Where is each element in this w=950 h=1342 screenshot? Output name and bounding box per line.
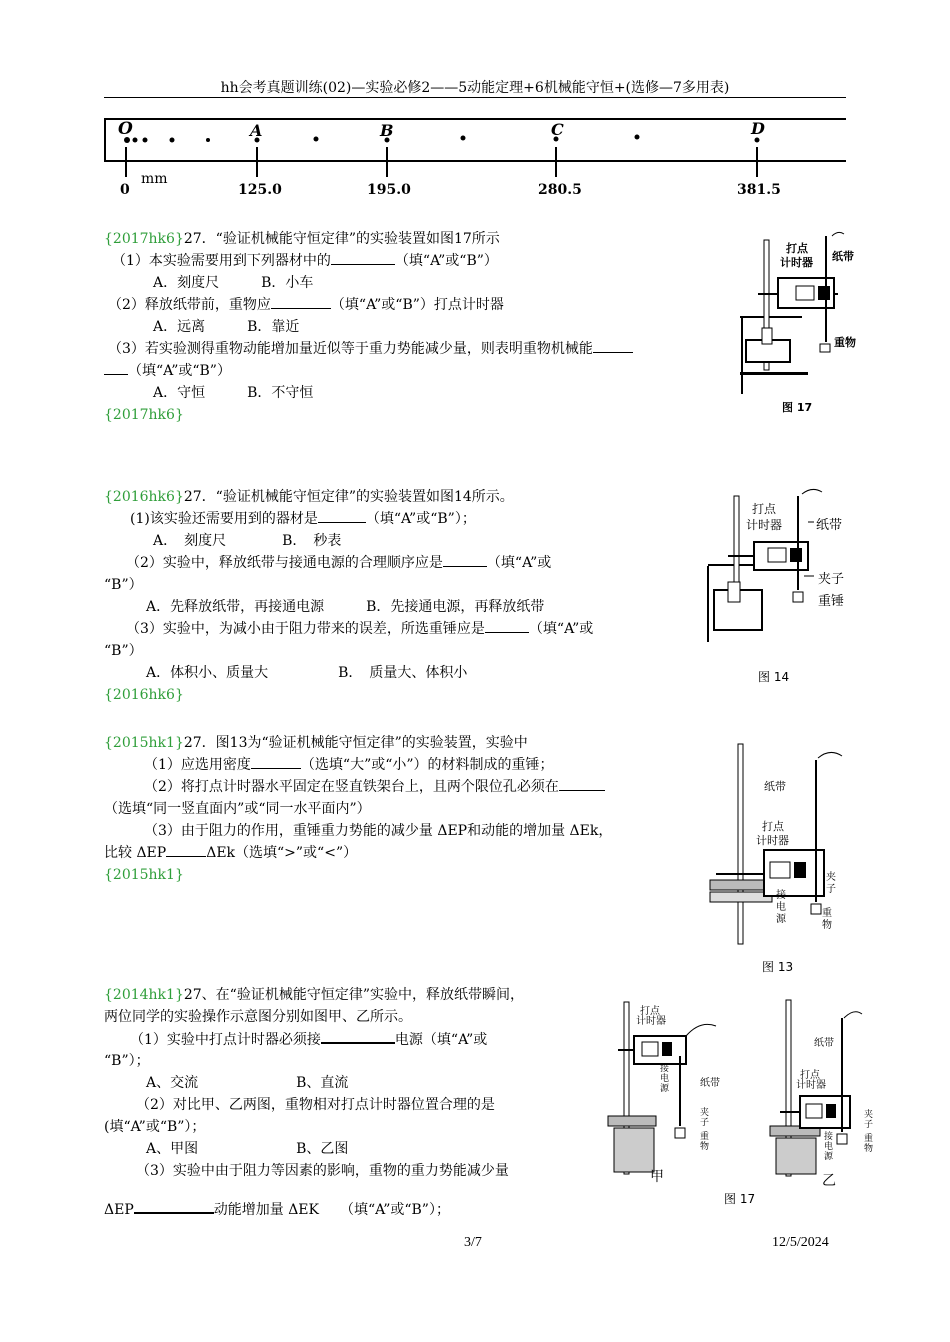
q2016-part3-tail: （填“A”或 (528, 621, 594, 637)
q2016-tag-end: {2016hk6} (104, 687, 184, 703)
page-header-title: hh会考真题训练(02)—实验必修2——5动能定理+6机械能守恒+(选修—7多用表) (220, 80, 730, 96)
q2016-part1-text: (1)该实验还需要用到的器材是 (130, 511, 318, 527)
tape-tick-C: 280.5 (538, 182, 582, 198)
q2015-part2 (144, 776, 605, 798)
answer-blank[interactable] (559, 776, 605, 791)
q2017-part3-options: A．守恒 B．不守恒 (153, 385, 314, 401)
q2014-part1-options: A、交流 B、直流 (146, 1075, 349, 1091)
q2016-part2 (126, 552, 551, 574)
tape-point-B: B (380, 121, 394, 140)
tape-point-C: C (551, 120, 564, 139)
fig13-label-weight: 重物 (822, 908, 832, 931)
fig17-caption: 图 17 (782, 401, 813, 414)
q2015-stem-line (104, 732, 528, 754)
fig17b-label-weight-yi: 重物 (864, 1134, 874, 1154)
q2016-part2b: “B”） (104, 577, 143, 593)
q2016-part1-tail: （填“A”或“B”）； (365, 511, 476, 527)
fig13-label-tape: 纸带 (764, 780, 786, 793)
q2014-part1-tail: 电源（填“A”或 (394, 1032, 488, 1048)
answer-blank[interactable] (104, 360, 128, 375)
answer-blank[interactable] (443, 552, 487, 567)
fig17b-label-tape-jia: 纸带 (700, 1078, 720, 1089)
answer-blank[interactable] (166, 842, 206, 857)
q2017-part1-text: （1）本实验需要用到下列器材中的 (112, 253, 331, 269)
answer-blank[interactable] (271, 294, 331, 309)
fig17-label-weight: 重物 (834, 336, 856, 349)
q2014-tag: {2014hk1} (104, 987, 184, 1003)
q2016-stem: 27．“验证机械能守恒定律”的实验装置如图14所示。 (183, 489, 514, 505)
tape-tick-0: 0 (120, 182, 130, 198)
q2015-part2-text: （2）将打点计时器水平固定在竖直铁架台上，且两个限位孔必须在 (144, 779, 559, 795)
fig17b-label-tape-yi: 纸带 (814, 1038, 834, 1049)
q2017-stem-line (104, 228, 500, 250)
fig17b-label-clip-yi: 夹子 (864, 1110, 874, 1130)
fig17b-label-timer2-yi: 计时器 (796, 1080, 826, 1091)
q2016-part3 (126, 618, 593, 640)
q2016-part1 (130, 508, 476, 530)
q2017-part3b-text: （填“A”或“B”） (128, 363, 231, 379)
q2017-part3b (104, 360, 231, 382)
q2015-part3b-text: 比较 ΔEP (104, 845, 167, 861)
q2014-part2-options: A、甲图 B、乙图 (146, 1141, 349, 1157)
fig13-label-timer2: 计时器 (756, 834, 789, 847)
answer-blank[interactable] (331, 250, 395, 265)
fig13-caption: 图 13 (762, 960, 794, 974)
fig17b-label-clip-jia: 夹子 (700, 1108, 710, 1128)
q2014-stem2: 两位同学的实验操作示意图分别如图甲、乙所示。 (104, 1009, 412, 1025)
answer-blank[interactable] (318, 508, 366, 523)
tape-tick-D: 381.5 (737, 182, 781, 198)
fig17b-label-weight-jia: 重物 (700, 1132, 710, 1152)
fig17b-label-power: 接电源 (660, 1064, 670, 1094)
fig17b-label-jia: 甲 (650, 1169, 664, 1185)
q2016-part2-options: A．先释放纸带，再接通电源 B．先接通电源，再释放纸带 (146, 599, 545, 615)
fig14-label-tape: 纸带 (816, 518, 843, 533)
q2016-part2-text: （2）实验中，释放纸带与接通电源的合理顺序应是 (126, 555, 443, 571)
fig17-label-tape: 纸带 (832, 250, 854, 263)
fig17-label-timer2: 计时器 (780, 256, 813, 269)
q2014-part2: （2）对比甲、乙两图，重物相对打点计时器位置合理的是 (136, 1097, 495, 1113)
q2014-part1b: “B”）； (104, 1053, 150, 1069)
q2015-part1-text: （1）应选用密度 (144, 757, 251, 773)
q2017-part1-tail: （填“A”或“B”） (394, 253, 498, 269)
q2014-part3: （3）实验中由于阻力等因素的影响，重物的重力势能减少量 (136, 1163, 509, 1179)
tape-unit: mm (141, 171, 168, 187)
fig17b-label-timer1-yi: 打点 (800, 1070, 820, 1081)
q2014-part1-text: （1）实验中打点计时器必须接 (130, 1032, 321, 1048)
q2017-part2-text: （2）释放纸带前，重物应 (108, 297, 271, 313)
fig14-label-timer2: 计时器 (746, 518, 783, 532)
q2015-part2b: （选填“同一竖直面内”或“同一水平面内”） (104, 801, 371, 817)
fig17b-label-timer2: 计时器 (636, 1016, 666, 1027)
q2017-part1 (112, 250, 498, 272)
q2016-stem-line (104, 486, 514, 508)
q2014-part4-tail: 动能增加量 ΔEK （填“A”或“B”）； (213, 1202, 450, 1218)
paper-tape-figure (104, 117, 846, 163)
q2017-part3-text: （3）若实验测得重物动能增加量近似等于重力势能减少量，则表明重物机械能 (108, 341, 593, 357)
fig17b-label-power-yi: 接电源 (824, 1132, 834, 1162)
q2017-tag-end: {2017hk6} (104, 407, 184, 423)
fig14-label-clip: 夹子 (818, 572, 845, 587)
q2017-part2 (108, 294, 504, 316)
tape-point-A: A (250, 121, 263, 140)
q2016-part3-options: A．体积小、质量大 B． 质量大、体积小 (146, 665, 468, 681)
q2015-part3: （3）由于阻力的作用，重锤重力势能的减少量 ΔEP和动能的增加量 ΔEk， (144, 823, 613, 839)
fig13-label-power: 接电源 (776, 890, 786, 925)
answer-blank[interactable] (134, 1198, 214, 1214)
q2014-part1 (130, 1028, 487, 1051)
q2017-part2-options: A．远离 B．靠近 (153, 319, 300, 335)
fig17b-label-timer1: 打点 (640, 1006, 660, 1017)
answer-blank[interactable] (251, 754, 301, 769)
tape-tick-A: 125.0 (238, 182, 282, 198)
answer-blank[interactable] (593, 338, 633, 353)
tape-point-D: D (751, 119, 765, 138)
q2015-tag: {2015hk1} (104, 735, 184, 751)
fig17-label-timer1: 打点 (786, 242, 808, 255)
q2017-part2-tail: （填“A”或“B”）打点计时器 (330, 297, 504, 313)
fig17b-label-yi: 乙 (822, 1173, 836, 1189)
q2014-part2b: (填“A”或“B”）； (104, 1119, 206, 1135)
answer-blank[interactable] (485, 618, 529, 633)
q2014-stem-line (104, 984, 524, 1006)
q2015-part3b (104, 842, 357, 864)
q2017-tag: {2017hk6} (104, 231, 184, 247)
q2017-stem: 27．“验证机械能守恒定律”的实验装置如图17所示 (183, 231, 500, 247)
q2016-part3b: “B”） (104, 643, 143, 659)
q2014-part4 (104, 1198, 450, 1221)
q2014-part4-text: ΔEP (104, 1202, 134, 1218)
fig13-label-clip: 夹子 (826, 872, 836, 895)
q2016-part3-text: （3）实验中，为减小由于阻力带来的误差，所选重锤应是 (126, 621, 485, 637)
tape-tick-B: 195.0 (367, 182, 411, 198)
q2014-stem: 27、在“验证机械能守恒定律”实验中，释放纸带瞬间， (183, 987, 524, 1003)
tape-point-O: O (118, 119, 133, 139)
answer-blank[interactable] (321, 1028, 395, 1044)
fig14-caption: 图 14 (758, 670, 790, 684)
q2015-tag-end: {2015hk1} (104, 867, 184, 883)
fig14-label-timer1: 打点 (752, 502, 777, 516)
q2015-part1 (144, 754, 554, 776)
footer-date: 12/5/2024 (772, 1235, 829, 1250)
fig14-label-weight: 重锤 (818, 594, 845, 609)
q2016-part2-tail: （填“A”或 (486, 555, 552, 571)
q2016-tag: {2016hk6} (104, 489, 184, 505)
q2016-part1-options: A． 刻度尺 B． 秒表 (153, 533, 342, 549)
q2015-stem: 27．图13为“验证机械能守恒定律”的实验装置，实验中 (183, 735, 528, 751)
fig13-label-timer1: 打点 (762, 820, 784, 833)
q2017-part3 (108, 338, 633, 360)
q2017-part1-options: A．刻度尺 B．小车 (153, 275, 314, 291)
fig17b-caption: 图 17 (724, 1192, 756, 1206)
header-rule (104, 97, 846, 98)
q2015-part1-tail: （选填“大”或“小”）的材料制成的重锤； (300, 757, 554, 773)
page-number: 3/7 (464, 1235, 482, 1250)
q2015-part3b-tail: ΔEk（选填“>”或“<”） (206, 845, 358, 861)
